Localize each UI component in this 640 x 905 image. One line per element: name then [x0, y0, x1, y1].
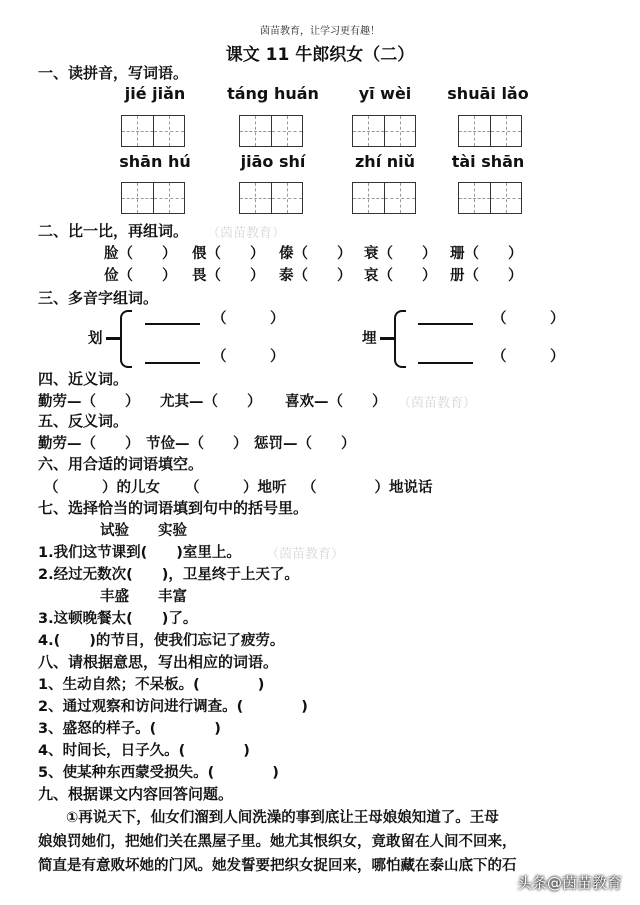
meaning-item: 1、生动自然；不呆板。( ) [38, 677, 265, 693]
pinyin-6: jiāo shí [240, 152, 306, 171]
answer-line [418, 362, 473, 364]
watermark: （茵苗教育） [266, 547, 345, 562]
section-6-heading: 六、用合适的词语填空。 [38, 455, 204, 473]
meaning-item: 3、盛怒的样子。( ) [38, 721, 221, 737]
word-choices: 试验 实验 [100, 523, 187, 539]
answer-paren: （ ） [492, 349, 565, 365]
synonym-item: 尤其—（ ） [160, 394, 262, 410]
writing-grid[interactable] [121, 115, 185, 147]
section-1-heading: 一、读拼音，写词语。 [38, 64, 189, 82]
source-watermark: 头条@茵苗教育 [516, 874, 622, 892]
pinyin-2: táng huán [227, 84, 319, 103]
brace-stub [380, 337, 394, 340]
fill-item: （ ）地说话 [302, 480, 433, 496]
compare-item: 脸（ ） [104, 246, 177, 262]
section-4-heading: 四、近义词。 [38, 370, 129, 388]
writing-grid[interactable] [458, 182, 522, 214]
pinyin-4: shuāi lǎo [447, 84, 529, 103]
synonym-item: 喜欢—（ ） [285, 394, 387, 410]
watermark: （茵苗教育） [207, 226, 286, 241]
brace [120, 310, 132, 368]
answer-line [418, 323, 473, 325]
header-tagline: 茵苗教育，让学习更有趣！ [260, 26, 380, 37]
writing-grid[interactable] [239, 182, 303, 214]
page-title: 课文 11 牛郎织女（二） [225, 45, 415, 65]
polyphone-char-2: 埋 [362, 331, 377, 347]
section-2-heading: 二、比一比，再组词。 [38, 222, 189, 240]
section-3-heading: 三、多音字组词。 [38, 289, 159, 307]
word-choices: 丰盛 丰富 [100, 589, 187, 605]
writing-grid[interactable] [352, 115, 416, 147]
writing-grid[interactable] [458, 115, 522, 147]
section-7-heading: 七、选择恰当的词语填到句中的括号里。 [38, 499, 309, 517]
fill-item: （ ）的儿女 [44, 480, 160, 496]
antonym-item: 节俭—（ ） [146, 436, 248, 452]
meaning-item: 5、使某种东西蒙受损失。( ) [38, 765, 279, 781]
watermark: （茵苗教育） [398, 396, 477, 411]
synonym-item: 勤劳—（ ） [38, 394, 140, 410]
answer-paren: （ ） [212, 349, 285, 365]
sentence-3: 3.这顿晚餐太( )了。 [38, 611, 198, 627]
answer-paren: （ ） [492, 311, 565, 327]
antonym-item: 勤劳—（ ） [38, 436, 140, 452]
passage-line: 简直是有意败坏她的门风。她发誓要把织女捉回来，哪怕藏在泰山底下的石 [38, 858, 517, 874]
compare-item: 珊（ ） [450, 246, 523, 262]
brace [394, 310, 406, 368]
passage-line: 娘娘罚她们，把她们关在黑屋子里。她尤其恨织女，竟敢留在人间不回来， [38, 834, 517, 850]
pinyin-7: zhí niǔ [354, 152, 416, 171]
section-9-heading: 九、根据课文内容回答问题。 [38, 785, 234, 803]
compare-item: 哀（ ） [364, 268, 437, 284]
writing-grid[interactable] [239, 115, 303, 147]
compare-item: 衰（ ） [364, 246, 437, 262]
antonym-item: 惩罚—（ ） [254, 436, 356, 452]
answer-paren: （ ） [212, 311, 285, 327]
sentence-4: 4.( )的节目，使我们忘记了疲劳。 [38, 633, 285, 649]
pinyin-8: tài shān [451, 152, 525, 171]
passage-line: ①再说天下，仙女们溜到人间洗澡的事到底让王母娘娘知道了。王母 [66, 810, 499, 826]
pinyin-5: shān hú [119, 152, 191, 171]
compare-item: 册（ ） [450, 268, 523, 284]
meaning-item: 4、时间长，日子久。( ) [38, 743, 250, 759]
compare-item: 畏（ ） [192, 268, 265, 284]
meaning-item: 2、通过观察和访问进行调查。( ) [38, 699, 308, 715]
compare-item: 偎（ ） [192, 246, 265, 262]
compare-item: 泰（ ） [279, 268, 352, 284]
answer-line [145, 323, 200, 325]
brace-stub [106, 337, 120, 340]
writing-grid[interactable] [121, 182, 185, 214]
compare-item: 俭（ ） [104, 268, 177, 284]
answer-line [145, 362, 200, 364]
compare-item: 傣（ ） [279, 246, 352, 262]
sentence-2: 2.经过无数次( )，卫星终于上天了。 [38, 567, 299, 583]
writing-grid[interactable] [352, 182, 416, 214]
sentence-1: 1.我们这节课到( )室里上。 [38, 545, 241, 561]
section-8-heading: 八、请根据意思，写出相应的词语。 [38, 653, 279, 671]
pinyin-1: jié jiǎn [124, 84, 186, 103]
section-5-heading: 五、反义词。 [38, 412, 129, 430]
fill-item: （ ）地听 [185, 480, 287, 496]
pinyin-3: yī wèi [358, 84, 412, 103]
polyphone-char-1: 划 [88, 331, 103, 347]
